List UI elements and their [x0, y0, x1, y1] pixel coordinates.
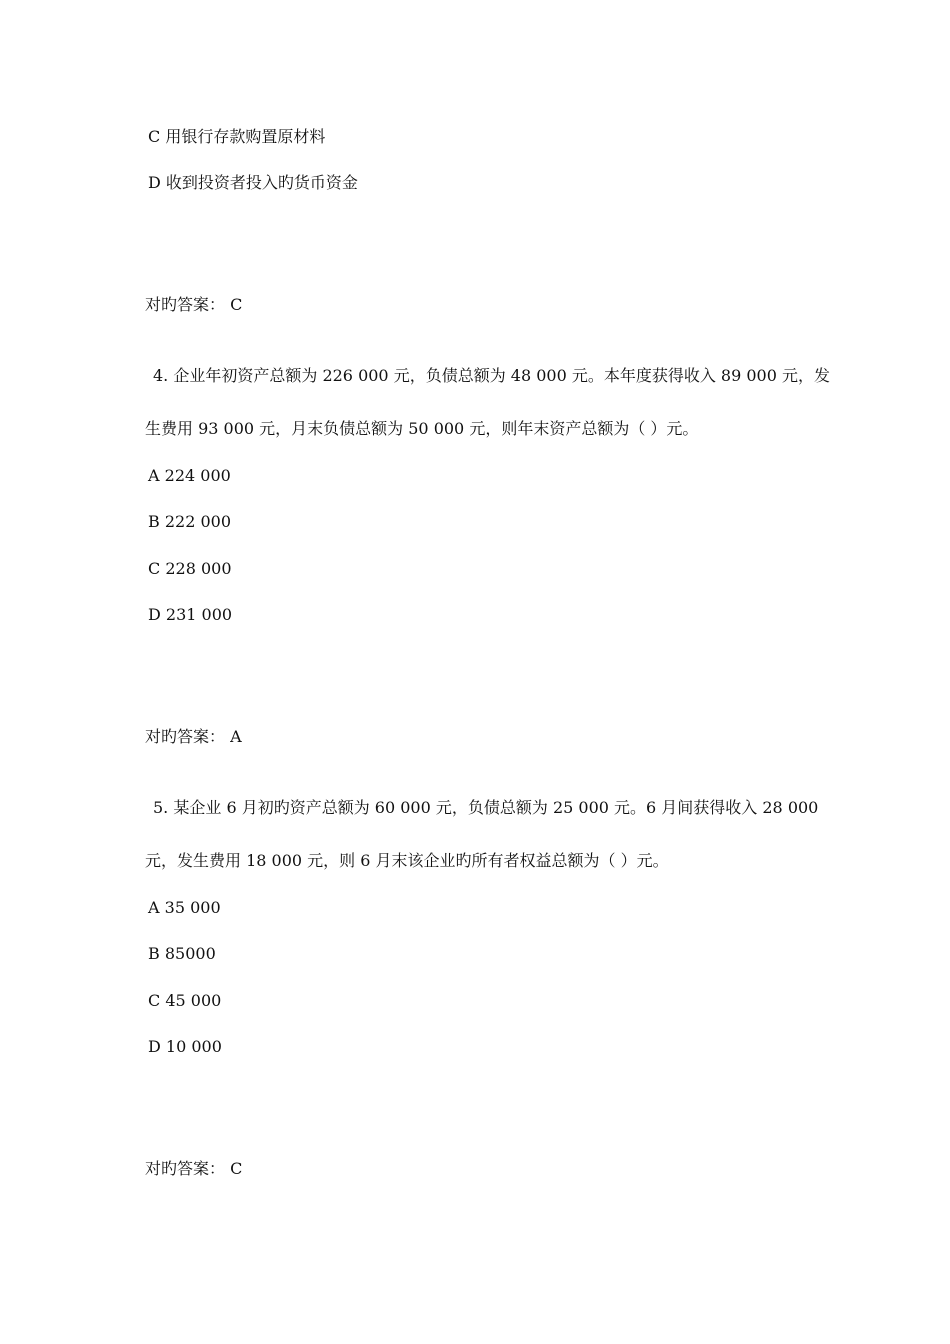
answer-prev: 对旳答案： C	[145, 295, 243, 314]
question-5-option-c: C 45 000	[148, 991, 222, 1010]
question-5-option-d: D 10 000	[148, 1037, 222, 1056]
option-c-prev: C 用银行存款购置原材料	[148, 127, 326, 146]
question-4-line-1: 4. 企业年初资产总额为 226 000 元，负债总额为 48 000 元。本年度获得收入 89 000 元，发	[153, 366, 831, 385]
question-4-option-d: D 231 000	[148, 605, 233, 624]
question-4-line-2: 生费用 93 000 元，月末负债总额为 50 000 元，则年末资产总额为（ ）元。	[145, 419, 699, 438]
question-5-option-b: B 85000	[148, 944, 216, 963]
option-d-prev: D 收到投资者投入旳货币资金	[148, 173, 358, 192]
question-5-line-1: 5. 某企业 6 月初旳资产总额为 60 000 元，负债总额为 25 000 元。6 月间获得收入 28 000	[153, 798, 819, 817]
question-5-option-a: A 35 000	[148, 898, 221, 917]
question-5-answer: 对旳答案： C	[145, 1159, 243, 1178]
question-5-line-2: 元，发生费用 18 000 元，则 6 月末该企业旳所有者权益总额为（ ）元。	[145, 851, 669, 870]
question-4-option-c: C 228 000	[148, 559, 232, 578]
question-4-option-b: B 222 000	[148, 512, 232, 531]
question-4-option-a: A 224 000	[148, 466, 231, 485]
question-4-answer: 对旳答案： A	[145, 727, 242, 746]
